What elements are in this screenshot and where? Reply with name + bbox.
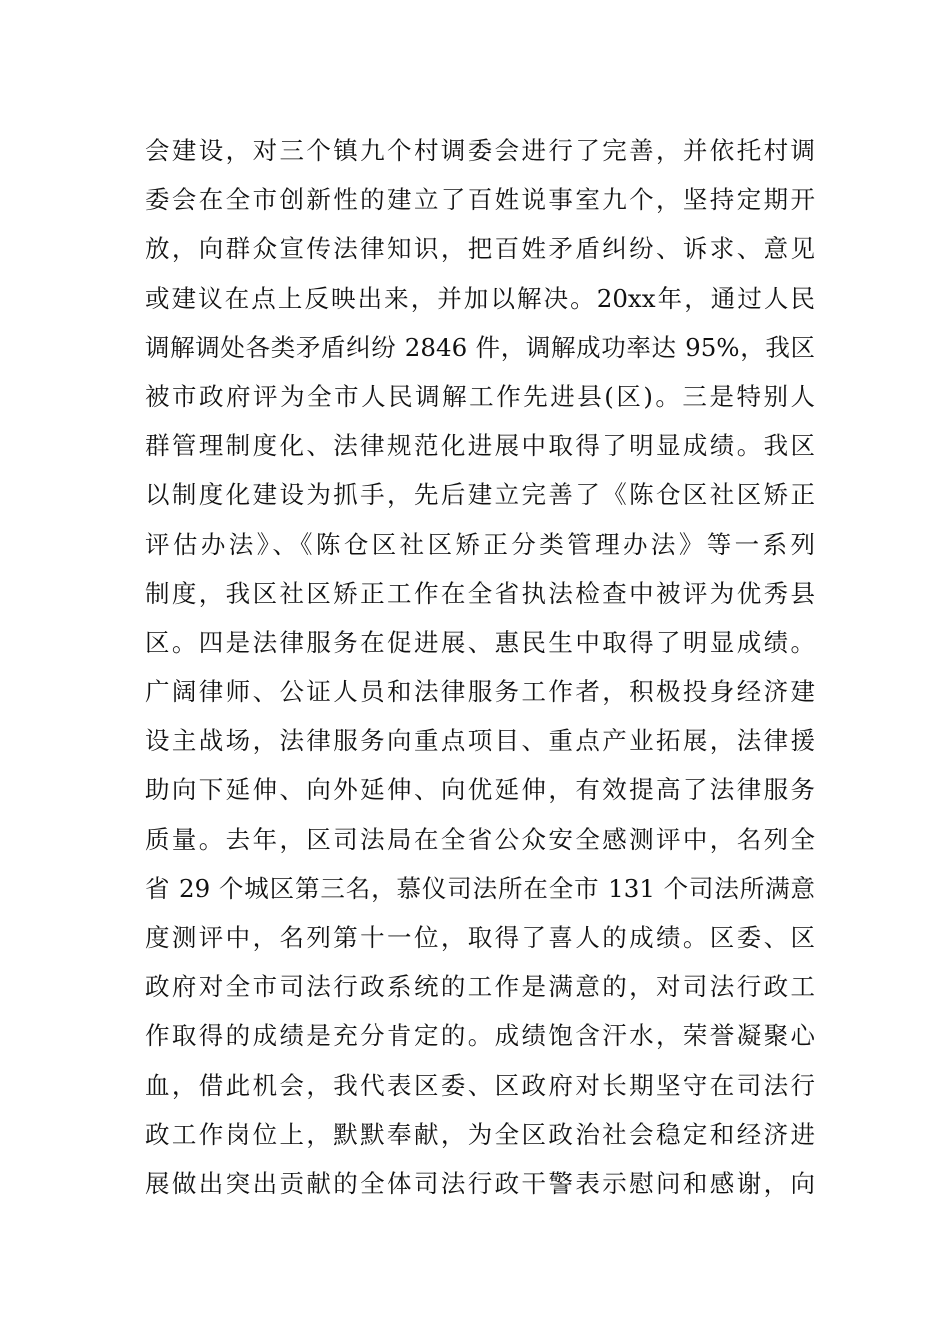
- text-line: 政府对全市司法行政系统的工作是满意的，对司法行政工: [145, 972, 815, 1002]
- text-line: 评估办法》、《陈仓区社区矫正分类管理办法》等一系列: [145, 529, 815, 559]
- text-line: 群管理制度化、法律规范化进展中取得了明显成绩。我区: [145, 431, 815, 461]
- text-line: 或建议在点上反映出来，并加以解决。20xx年，通过人民: [145, 283, 815, 313]
- text-line: 放，向群众宣传法律知识，把百姓矛盾纠纷、诉求、意见: [145, 234, 815, 264]
- text-line: 质量。去年，区司法局在全省公众安全感测评中，名列全: [145, 824, 815, 854]
- text-line: 广阔律师、公证人员和法律服务工作者，积极投身经济建: [145, 677, 815, 707]
- text-line: 调解调处各类矛盾纠纷 2846 件，调解成功率达 95%，我区: [145, 332, 815, 362]
- text-line: 作取得的成绩是充分肯定的。成绩饱含汗水，荣誉凝聚心: [145, 1021, 815, 1051]
- text-line: 会建设，对三个镇九个村调委会进行了完善，并依托村调: [145, 136, 815, 165]
- text-line: 政工作岗位上，默默奉献，为全区政治社会稳定和经济进: [145, 1119, 815, 1149]
- body-paragraph: [145, 126, 815, 1208]
- text-line: 以制度化建设为抓手，先后建立完善了《陈仓区社区矫正: [145, 480, 815, 510]
- text-line: 被市政府评为全市人民调解工作先进县(区)。三是特别人: [145, 381, 815, 411]
- text-line: 助向下延伸、向外延伸、向优延伸，有效提高了法律服务: [145, 775, 815, 805]
- text-line: 省 29 个城区第三名，慕仪司法所在全市 131 个司法所满意: [145, 873, 815, 903]
- text-line: 展做出突出贡献的全体司法行政干警表示慰问和感谢，向: [145, 1168, 815, 1198]
- text-line: 设主战场，法律服务向重点项目、重点产业拓展，法律援: [145, 726, 815, 756]
- text-line: 度测评中，名列第十一位，取得了喜人的成绩。区委、区: [145, 923, 815, 952]
- text-line: 委会在全市创新性的建立了百姓说事室九个，坚持定期开: [145, 185, 815, 215]
- text-line: 制度，我区社区矫正工作在全省执法检查中被评为优秀县: [145, 578, 815, 608]
- text-line: 区。四是法律服务在促进展、惠民生中取得了明显成绩。: [145, 627, 815, 657]
- text-line: 血，借此机会，我代表区委、区政府对长期坚守在司法行: [145, 1070, 815, 1100]
